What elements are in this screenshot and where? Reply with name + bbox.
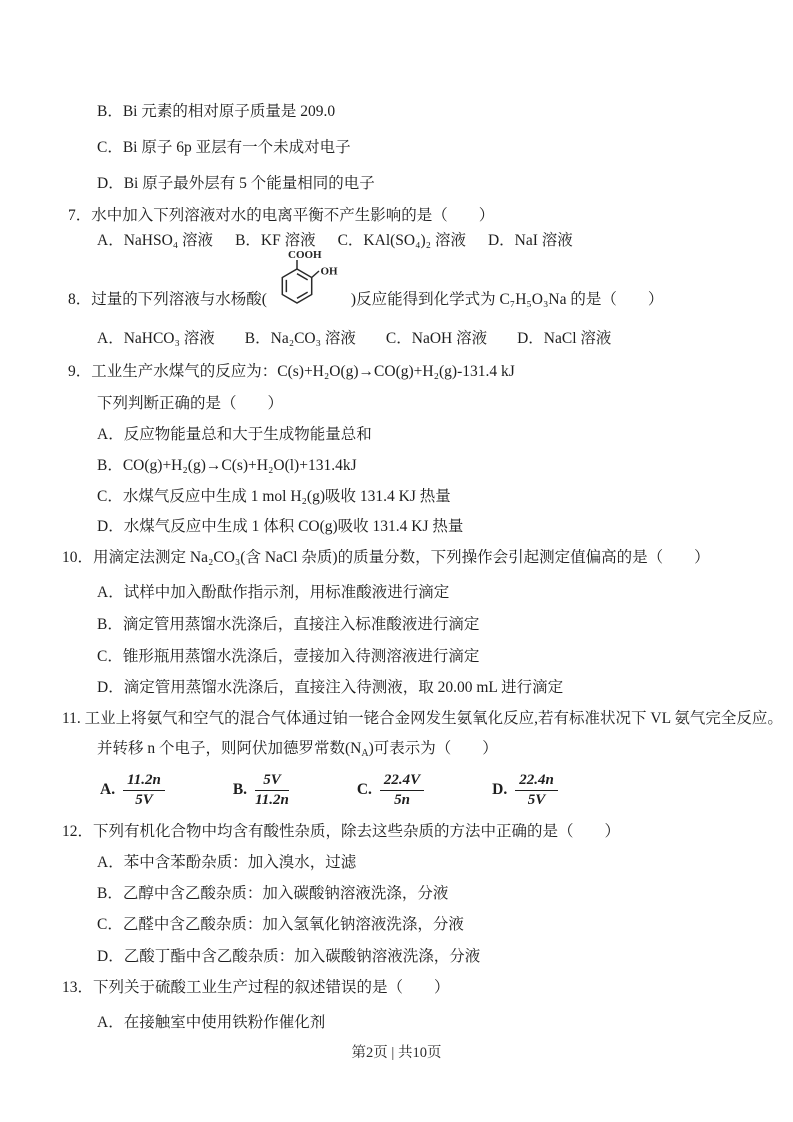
oh-label: OH <box>320 265 338 278</box>
question-6-option-b: B．Bi 元素的相对原子质量是 209.0 <box>97 103 336 120</box>
question-7-stem: 7．水中加入下列溶液对水的电离平衡不产生影响的是（ ） <box>68 207 495 224</box>
question-11-option-c <box>357 772 424 809</box>
question-10-option-d: D．滴定管用蒸馏水洗涤后，直接注入待测液，取 20.00 mL 进行滴定 <box>97 679 564 696</box>
question-11-option-a <box>100 772 165 809</box>
salicylic-acid-structure <box>267 248 351 308</box>
page-indicator: 第2页 | 共10页 <box>351 1045 442 1061</box>
question-9-option-a: A．反应物能量总和大于生成物能量总和 <box>97 426 372 443</box>
option-a-label: A. <box>100 781 116 798</box>
question-7-option-a: A．NaHSO₄ 溶液 <box>97 232 214 249</box>
question-12-stem: 12．下列有机化合物中均含有酸性杂质，除去这些杂质的方法中正确的是（ ） <box>62 823 621 840</box>
fraction-a-denominator: 5V <box>135 791 153 808</box>
question-7-options <box>0 232 793 249</box>
page-footer <box>0 1045 793 1062</box>
question-11-stem-line2-after: )可表示为（ ） <box>368 740 498 757</box>
fraction-b <box>255 772 289 809</box>
fraction-c-numerator: 22.4V <box>380 772 424 791</box>
question-8-option-a: A．NaHCO₃ 溶液 <box>97 330 215 347</box>
fraction-a-numerator: 11.2n <box>123 772 165 791</box>
fraction-a <box>123 772 165 809</box>
question-7-option-c: C．KAl(SO₄)₂ 溶液 <box>337 232 466 249</box>
question-12-option-b: B．乙醇中含乙酸杂质：加入碳酸钠溶液洗涤，分液 <box>97 885 449 902</box>
question-8-option-d: D．NaCl 溶液 <box>517 330 612 347</box>
question-8-option-c: C．NaOH 溶液 <box>385 330 488 347</box>
question-9-stem: 9．工业生产水煤气的反应为：C(s)+H₂O(g)→CO(g)+H₂(g)-131.4 kJ <box>68 363 515 380</box>
question-6-option-c: C．Bi 原子 6p 亚层有一个未成对电子 <box>97 139 351 156</box>
question-7-option-d: D．NaI 溶液 <box>487 232 573 249</box>
question-9-option-c: C．水煤气反应中生成 1 mol H₂(g)吸收 131.4 KJ 热量 <box>97 488 451 505</box>
question-9-stem2: 下列判断正确的是（ ） <box>97 395 284 412</box>
fraction-b-numerator: 5V <box>255 772 289 791</box>
question-11-options <box>0 770 793 810</box>
question-9-option-b: B．CO(g)+H₂(g)→C(s)+H₂O(l)+131.4kJ <box>97 457 357 474</box>
question-10-option-b: B．滴定管用蒸馏水洗涤后，直接注入标准酸液进行滴定 <box>97 616 480 633</box>
question-8-stem-before: 8．过量的下列溶液与水杨酸( <box>68 291 267 308</box>
question-11-stem-line2-before: 并转移 n 个电子，则阿伏加德罗常数(N <box>97 740 362 757</box>
option-d-label: D. <box>492 781 508 798</box>
question-12-option-c: C．乙醛中含乙酸杂质：加入氢氧化钠溶液洗涤，分液 <box>97 916 464 933</box>
cooh-label: COOH <box>287 249 322 261</box>
question-8-option-b: B．Na₂CO₃ 溶液 <box>244 330 356 347</box>
question-11-option-b <box>233 772 289 809</box>
question-13-option-a: A．在接触室中使用铁粉作催化剂 <box>97 1014 326 1031</box>
option-b-label: B. <box>232 781 248 798</box>
question-11-stem-line1: 11. 工业上将氨气和空气的混合气体通过铂一铑合金网发生氨氧化反应,若有标准状况下 VL 氨气完全反应。 <box>62 710 783 727</box>
fraction-d-denominator: 5V <box>527 791 546 808</box>
question-8-options <box>0 330 793 347</box>
question-11-stem-line2 <box>0 740 793 762</box>
question-9-option-d: D．水煤气反应中生成 1 体积 CO(g)吸收 131.4 KJ 热量 <box>97 518 464 535</box>
question-10-option-a: A．试样中加入酚酞作指示剂，用标准酸液进行滴定 <box>97 584 450 601</box>
question-8-stem <box>0 249 793 308</box>
avogadro-subscript: A <box>361 748 369 759</box>
question-10-stem: 10．用滴定法测定 Na₂CO₃(含 NaCl 杂质)的质量分数，下列操作会引起测定值偏高的是（ ） <box>62 549 710 566</box>
question-12-option-d: D．乙酸丁酯中含乙酸杂质：加入碳酸钠溶液洗涤，分液 <box>97 948 481 965</box>
fraction-b-denominator: 11.2n <box>255 791 289 808</box>
question-10-option-c: C．锥形瓶用蒸馏水洗涤后，壹接加入待测溶液进行滴定 <box>97 648 480 665</box>
question-6-option-d: D．Bi 原子最外层有 5 个能量相同的电子 <box>97 175 375 192</box>
question-11-option-d <box>492 772 558 809</box>
fraction-d <box>515 772 558 809</box>
question-8-stem-after: )反应能得到化学式为 C₇H₅O₃Na 的是（ ） <box>350 291 664 308</box>
option-c-label: C. <box>356 781 372 798</box>
question-12-option-a: A．苯中含苯酚杂质：加入溴水，过滤 <box>97 854 357 871</box>
question-13-stem: 13．下列关于硫酸工业生产过程的叙述错误的是（ ） <box>62 979 450 996</box>
fraction-c <box>380 772 424 809</box>
question-7-option-b: B．KF 溶液 <box>235 232 316 249</box>
fraction-d-numerator: 22.4n <box>515 772 558 791</box>
fraction-c-denominator: 5n <box>394 791 410 808</box>
